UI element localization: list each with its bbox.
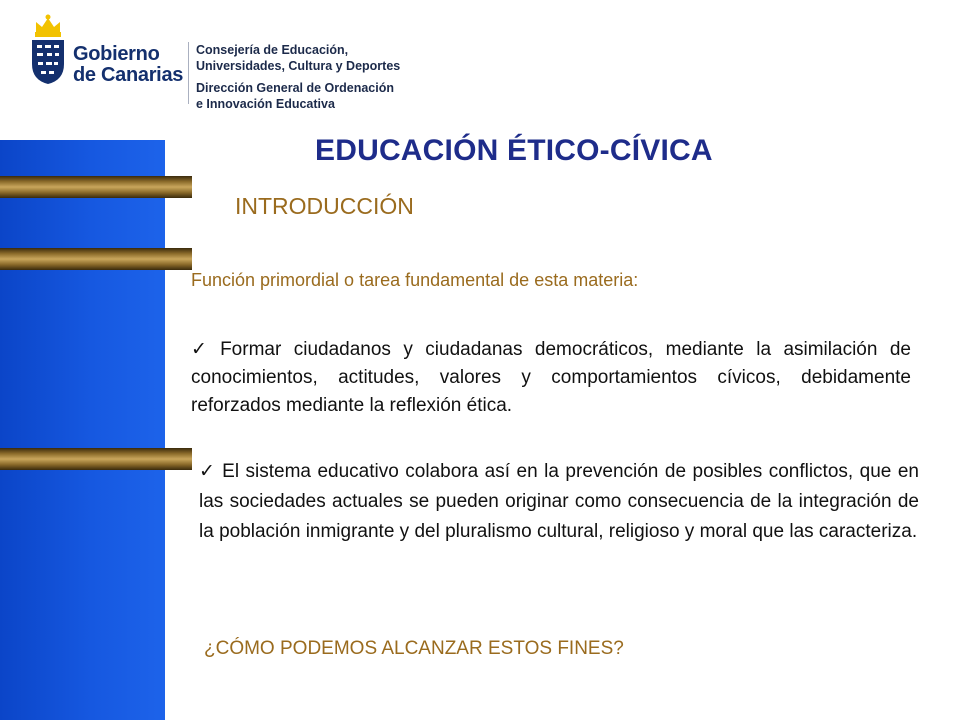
gold-tab-decor (0, 176, 192, 198)
dept-line: Universidades, Cultura y Deportes (196, 59, 401, 73)
dept-line: Consejería de Educación, (196, 43, 349, 57)
coat-of-arms-icon (28, 14, 68, 86)
dept-line: Dirección General de Ordenación (196, 81, 394, 95)
gold-tab-decor (0, 448, 192, 470)
lead-text: Función primordial o tarea fundamental de esta materia: (191, 270, 639, 290)
org-name-line1: Gobierno (73, 43, 160, 65)
slide-title: EDUCACIÓN ÉTICO-CÍVICA (315, 134, 713, 167)
department-name (196, 42, 400, 112)
bullet-item (199, 457, 919, 547)
gold-tab-decor (0, 248, 192, 270)
bullet-text: El sistema educativo colabora así en la prevención de posibles conflictos, que en las sociedades actuales se pueden originar como consecuencia de la integración de la población inmigrante y del pluralismo cultural, religioso y moral que las caracteriza. (199, 461, 920, 542)
bullet-item (191, 336, 911, 420)
checkmark-icon: ✓ (199, 461, 217, 482)
checkmark-icon: ✓ (191, 339, 215, 360)
org-name (73, 44, 183, 86)
header-logo (28, 14, 428, 114)
closing-question: ¿CÓMO PODEMOS ALCANZAR ESTOS FINES? (204, 638, 624, 659)
dept-line: e Innovación Educativa (196, 97, 335, 111)
org-name-line2: de Canarias (73, 64, 184, 86)
bullet-text: Formar ciudadanos y ciudadanas democráticos, mediante la asimilación de conocimientos, actitudes, valores y comportamientos cívicos, debidamente reforzados mediante la reflexión ética. (191, 339, 911, 416)
logo-divider (188, 42, 189, 104)
slide-subtitle: INTRODUCCIÓN (235, 193, 414, 219)
side-decor-bar (0, 140, 165, 720)
